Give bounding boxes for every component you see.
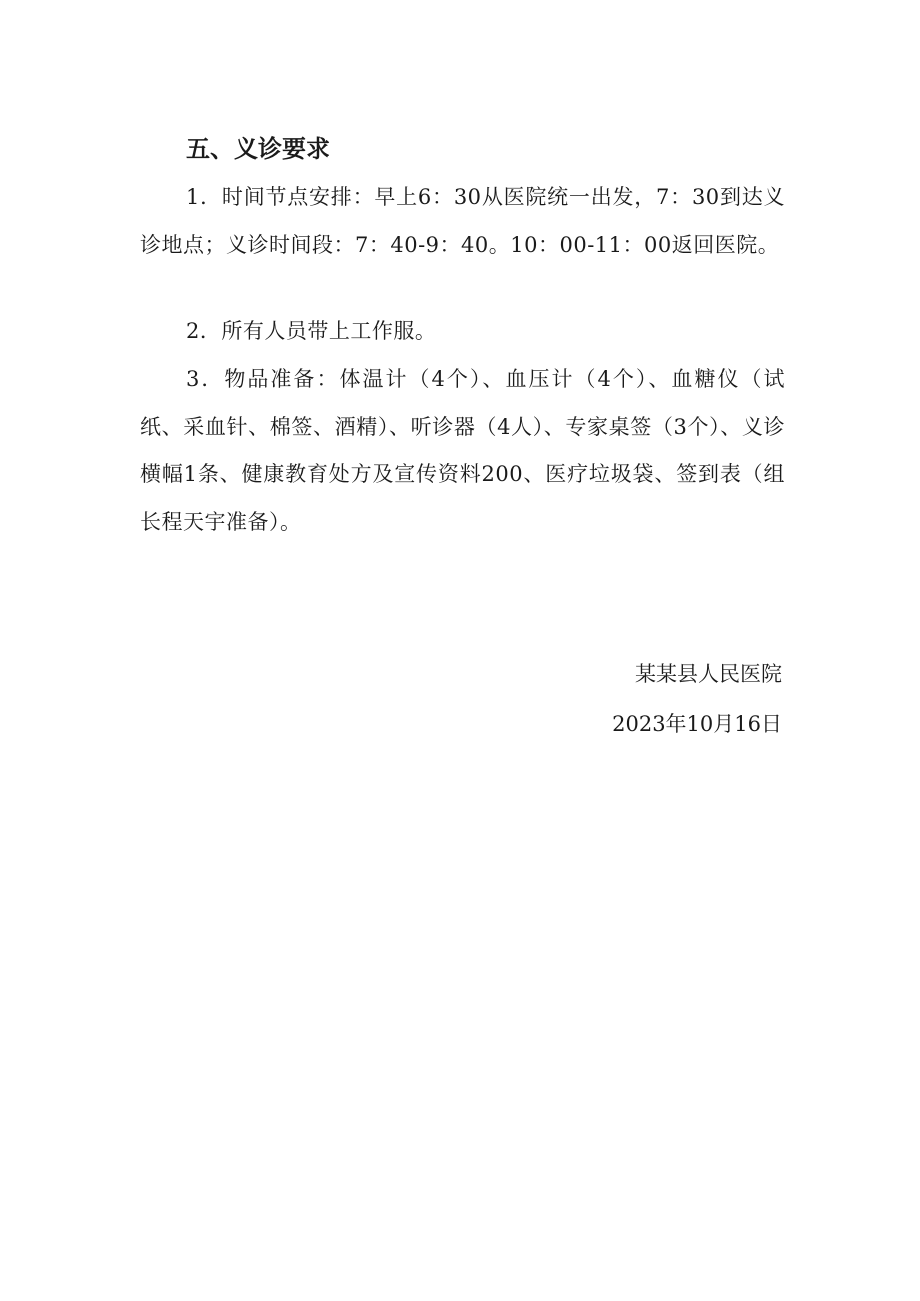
section-heading: 五、义诊要求 (186, 135, 330, 163)
requirement-item-supplies: 3．物品准备：体温计（4个）、血压计（4个）、血糖仪（试纸、采血针、棉签、酒精）、听诊器（4人）、专家桌签（3个）、义诊横幅1条、健康教育处方及宣传资料200、医疗垃圾袋、签到表（组长程天宇准备）。 (140, 367, 785, 534)
requirement-item-schedule: 1．时间节点安排：早上6：30从医院统一出发，7：30到达义诊地点；义诊时间段：7：40-9：40。10：00-11：00返回医院。 (140, 185, 785, 257)
signature-date: 2023年10月16日 (612, 712, 782, 736)
requirement-item-uniform: 2．所有人员带上工作服。 (186, 319, 437, 343)
signature-organization: 某某县人民医院 (635, 662, 782, 686)
